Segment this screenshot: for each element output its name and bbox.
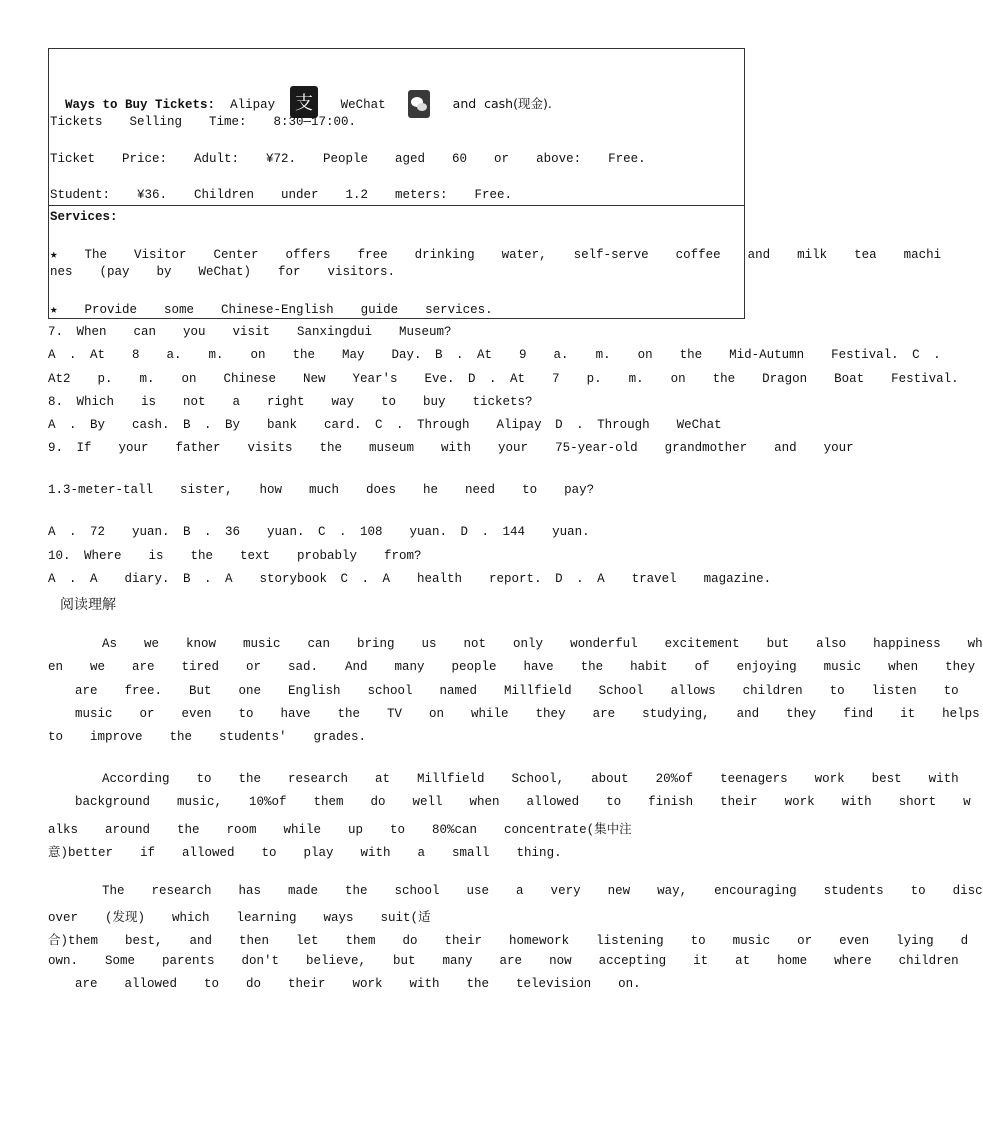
- ways-to-buy-line: [50, 72, 552, 118]
- p2-line-3: alks around the room while up to 80%can concentrate(集中注: [48, 823, 632, 837]
- p2-line-1: According to the research at Millfield School, about 20%of teenagers work best with: [48, 772, 959, 786]
- question-9-line-1: 9. If your father visits the museum with your 75-year-old grandmother and your: [48, 441, 854, 455]
- question-10-options: A . A diary. B . A storybook C . A health report. D . A travel magazine.: [48, 572, 772, 586]
- wechat-label: WeChat: [340, 98, 386, 112]
- p1-line-4: music or even to have the TV on while they are studying, and they find it helps: [48, 707, 980, 721]
- ways-label: Ways to Buy Tickets:: [65, 98, 216, 112]
- question-7: 7. When can you visit Sanxingdui Museum?: [48, 325, 452, 339]
- question-8-options: A . By cash. B . By bank card. C . Through Alipay D . Through WeChat: [48, 418, 722, 432]
- price-line: Ticket Price: Adult: ¥72. People aged 60 or above: Free.: [50, 152, 646, 166]
- question-8: 8. Which is not a right way to buy tickets?: [48, 395, 533, 409]
- services-title: Services:: [50, 210, 118, 224]
- p3-line-3: 合)them best, and then let them do their homework listening to music or even lying d: [48, 934, 969, 948]
- p1-line-1: As we know music can bring us not only wonderful excitement but also happiness wh: [48, 637, 983, 651]
- question-9-options: A . 72 yuan. B . 36 yuan. C . 108 yuan. D . 144 yuan.: [48, 525, 590, 539]
- and-cash-text: and cash(现金).: [452, 96, 552, 111]
- selling-time: Tickets Selling Time: 8:30—17:00.: [50, 115, 357, 129]
- p1-line-2: en we are tired or sad. And many people have the habit of enjoying music when they: [48, 660, 976, 674]
- p3-line-5: are allowed to do their work with the television on.: [48, 977, 641, 991]
- p1-line-3: are free. But one English school named Millfield School allows children to listen to: [48, 684, 959, 698]
- alipay-label: Alipay: [230, 98, 276, 112]
- p3-line-4: own. Some parents don't believe, but many are now accepting it at home where children: [48, 954, 959, 968]
- reading-heading: 阅读理解: [60, 597, 116, 613]
- p3-line-1: The research has made the school use a very new way, encouraging students to disc: [48, 884, 983, 898]
- p1-line-5: to improve the students' grades.: [48, 730, 367, 744]
- question-7-options-1: A . At 8 a. m. on the May Day. B . At 9 a. m. on the Mid-Autumn Festival. C .: [48, 348, 941, 362]
- student-price-line: Student: ¥36. Children under 1.2 meters: Free.: [50, 188, 513, 202]
- p2-line-2: background music, 10%of them do well when allowed to finish their work with short w: [48, 795, 971, 809]
- question-9-line-2: 1.3-meter-tall sister, how much does he need to pay?: [48, 483, 595, 497]
- p2-line-4: 意)better if allowed to play with a small thing.: [48, 846, 562, 860]
- question-7-options-2: At2 p. m. on Chinese New Year's Eve. D . At 7 p. m. on the Dragon Boat Festival.: [48, 372, 959, 386]
- question-10: 10. Where is the text probably from?: [48, 549, 422, 563]
- service-item-1-line-1: ★ The Visitor Center offers free drinking water, self-serve coffee and milk tea machi: [50, 248, 942, 262]
- service-item-2: ★ Provide some Chinese-English guide services.: [50, 303, 493, 317]
- alipay-icon: [290, 86, 318, 118]
- service-item-1-line-2: nes (pay by WeChat) for visitors.: [50, 265, 396, 279]
- p3-line-2: over (发现) which learning ways suit(适: [48, 911, 431, 925]
- wechat-icon: [408, 90, 430, 118]
- svg-text:支: 支: [295, 93, 314, 114]
